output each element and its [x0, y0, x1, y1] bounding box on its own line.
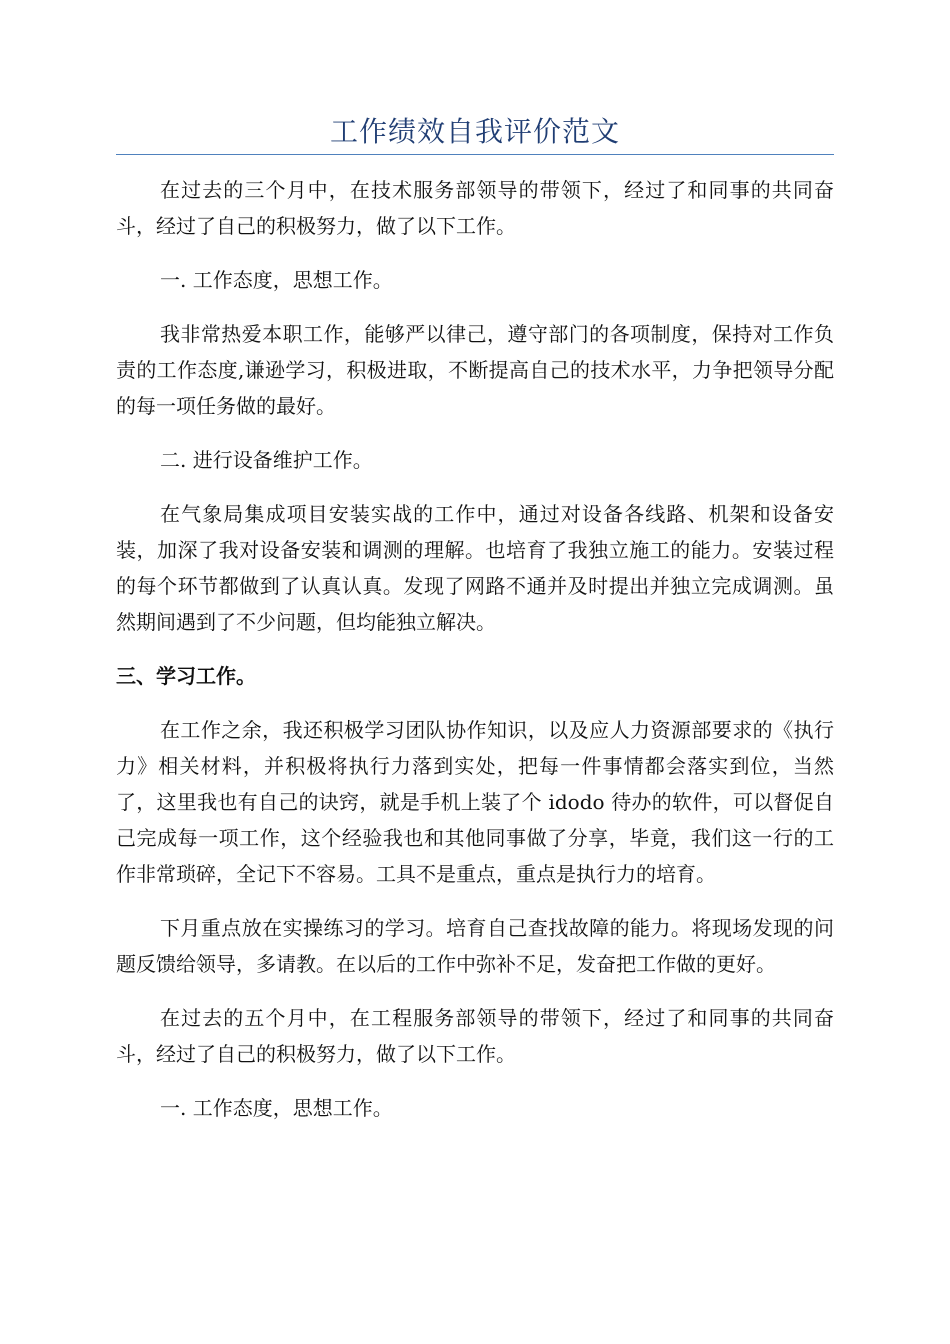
paragraph-attitude: 我非常热爱本职工作，能够严以律己，遵守部门的各项制度，保持对工作负责的工作态度,谦逊学习，积极进取，不断提高自己的技术水平，力争把领导分配的每一项任务做的最好。 [116, 322, 834, 418]
section-heading-attitude-2: 一. 工作态度，思想工作。 [160, 1096, 393, 1120]
paragraph-maintenance: 在气象局集成项目安装实战的工作中，通过对设备各线路、机架和设备安装，加深了我对设备安装和调测的理解。也培育了我独立施工的能力。安装过程的每个环节都做到了认真认真。发现了网路不通并及时提出并独立完成调测。虽然期间遇到了不少问题，但均能独立解决。 [116, 502, 834, 634]
section-heading-study: 三、学习工作。 [116, 664, 256, 688]
document-title: 工作绩效自我评价范文 [329, 115, 620, 148]
title-underline [116, 154, 834, 155]
document-body [116, 172, 834, 1144]
paragraph-five-months: 在过去的五个月中，在工程服务部领导的带领下，经过了和同事的共同奋斗，经过了自己的积极努力，做了以下工作。 [116, 1006, 834, 1066]
paragraph-next-month: 下月重点放在实操练习的学习。培育自己查找故障的能力。将现场发现的问题反馈给领导，多请教。在以后的工作中弥补不足，发奋把工作做的更好。 [116, 916, 834, 976]
section-heading-maintenance: 二. 进行设备维护工作。 [160, 448, 373, 472]
paragraph-intro: 在过去的三个月中，在技术服务部领导的带领下，经过了和同事的共同奋斗，经过了自己的积极努力，做了以下工作。 [116, 178, 834, 238]
section-heading-attitude: 一. 工作态度，思想工作。 [160, 268, 393, 292]
paragraph-study: 在工作之余，我还积极学习团队协作知识，以及应人力资源部要求的《执行力》相关材料，并积极将执行力落到实处，把每一件事情都会落实到位，当然了，这里我也有自己的诀窍，就是手机上装了个 idodo 待办的软件，可以督促自己完成每一项工作，这个经验我也和其他同事做了分享，毕竟，我们这一行的工作非常琐碎，全记下不容易。工具不是重点，重点是执行力的培育。 [116, 718, 834, 886]
